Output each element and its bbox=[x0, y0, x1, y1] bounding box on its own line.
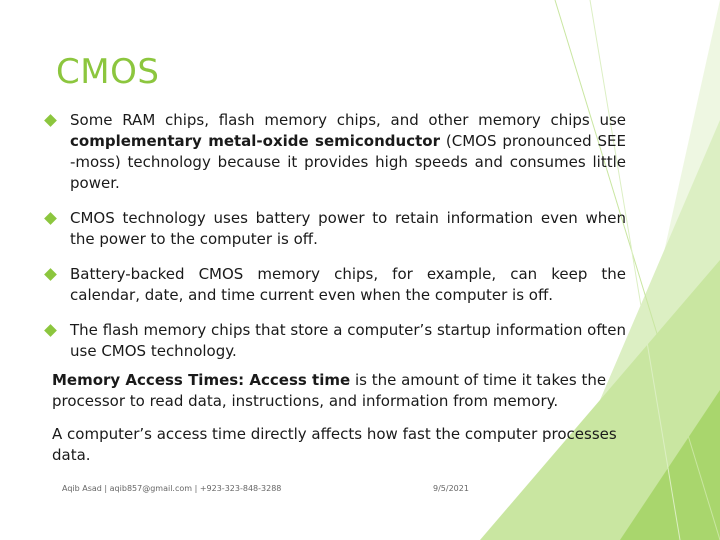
bullet-text: Battery-backed CMOS memory chips, for example, can keep the calendar, date, and time current even when the computer is off. bbox=[70, 265, 626, 304]
bullet-bold-term: complementary metal-oxide semiconductor bbox=[70, 132, 440, 150]
bullet-text: The flash memory chips that store a computer’s startup information often use CMOS technology. bbox=[70, 321, 626, 360]
diamond-bullet-icon bbox=[44, 268, 57, 281]
memory-access-paragraph bbox=[52, 370, 628, 412]
bullet-item bbox=[44, 208, 626, 250]
memory-access-text: is the amount of time it takes the processor to read data, instructions, and information from memory. bbox=[52, 371, 607, 410]
footer-author: Aqib Asad | aqib857@gmail.com | +923-323-848-3288 bbox=[62, 484, 282, 493]
slide-title: CMOS bbox=[56, 52, 160, 92]
bullet-text: Some RAM chips, flash memory chips, and other memory chips use bbox=[70, 111, 626, 129]
bullet-text: CMOS technology uses battery power to retain information even when the power to the computer is off. bbox=[70, 209, 626, 248]
diamond-bullet-icon bbox=[44, 114, 57, 127]
bullet-item bbox=[44, 320, 626, 362]
bullet-item bbox=[44, 264, 626, 306]
footer-date: 9/5/2021 bbox=[433, 484, 469, 493]
bullet-text: (CMOS pronounced SEE -moss) technology because it provides high speeds and consumes little power. bbox=[70, 132, 627, 192]
bullet-list bbox=[44, 110, 626, 376]
access-effect-paragraph: A computer’s access time directly affects how fast the computer processes data. bbox=[52, 425, 617, 464]
diamond-bullet-icon bbox=[44, 324, 57, 337]
memory-access-term: Memory Access Times: Access time bbox=[52, 371, 351, 389]
diamond-bullet-icon bbox=[44, 212, 57, 225]
bullet-item bbox=[44, 110, 626, 194]
